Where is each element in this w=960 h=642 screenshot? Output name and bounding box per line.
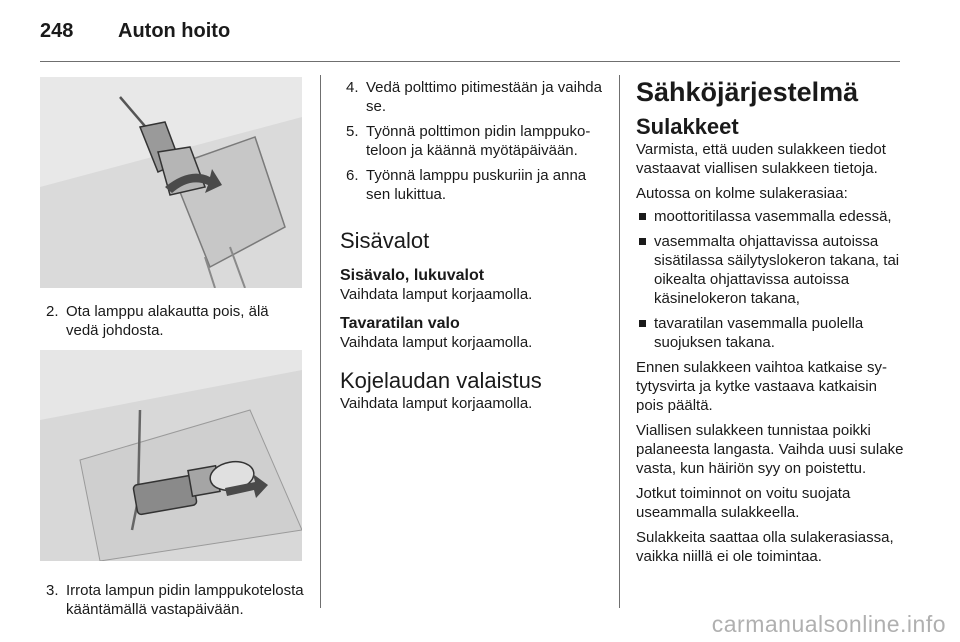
bulb-holder-rotation-illustration bbox=[40, 350, 302, 561]
license-lamp-removal-illustration bbox=[40, 77, 302, 288]
step-3-number: 3. bbox=[46, 582, 59, 599]
page-header bbox=[40, 18, 920, 58]
step-4 bbox=[340, 78, 608, 116]
paragraph-4: Viallisen sulakkeen tunnistaa poikki palaneesta langasta. Vaihda uusi sulake vasta, kun häiriön syy on poistettu. bbox=[636, 422, 904, 477]
column-divider-1 bbox=[320, 75, 321, 608]
step-5-number: 5. bbox=[346, 123, 359, 140]
step-2-text: Ota lamppu alakautta pois, älä vedä johdosta. bbox=[66, 303, 269, 339]
bullet-icon bbox=[639, 320, 646, 327]
column-2 bbox=[340, 78, 608, 413]
page-number: 248 bbox=[40, 20, 74, 42]
column-divider-2 bbox=[619, 75, 620, 608]
fusebox-list bbox=[636, 207, 904, 352]
list-item: vasemmalta ohjattavissa autoissa sisätilassa säilytyslokeron takana, tai oikealta ohjattavissa autoissa käsinelokeron takana, bbox=[636, 232, 904, 308]
header-divider bbox=[40, 61, 900, 62]
step-5 bbox=[340, 122, 608, 160]
watermark: carmanualsonline.info bbox=[711, 611, 946, 637]
list-item: moottoritilassa vasemmalla edessä, bbox=[636, 207, 904, 226]
step-4-text: Vedä polttimo pitimestään ja vaihda se. bbox=[366, 79, 602, 115]
bullet-icon bbox=[639, 213, 646, 220]
paragraph-1: Varmista, että uuden sulakkeen tiedot vastaavat viallisen sulakkeen tietoja. bbox=[636, 141, 886, 177]
step-3 bbox=[40, 581, 304, 619]
list-item: tavaratilan vasemmalla puolella suojuksen takana. bbox=[636, 314, 904, 352]
step-4-number: 4. bbox=[346, 79, 359, 96]
heading-sisavalot: Sisävalot bbox=[340, 228, 430, 253]
heading-sulakkeet: Sulakkeet bbox=[636, 114, 739, 139]
heading-sisavalo-lukuvalot: Sisävalo, lukuvalot bbox=[340, 267, 485, 284]
step-6-number: 6. bbox=[346, 167, 359, 184]
step-3-text: Irrota lampun pidin lamppukotelosta kääntämällä vastapäivään. bbox=[66, 582, 304, 618]
text-tavaratila: Vaihdata lamput korjaamolla. bbox=[340, 334, 533, 351]
paragraph-3: Ennen sulakkeen vaihtoa katkaise sytytysvirta ja kytke vastaava katkaisin pois päältä. bbox=[636, 359, 887, 414]
paragraph-5: Jotkut toiminnot on voitu suojata useammalla sulakkeella. bbox=[636, 485, 851, 521]
page-title: Auton hoito bbox=[118, 20, 231, 42]
heading-tavaratilan-valo: Tavaratilan valo bbox=[340, 315, 460, 332]
paragraph-6: Sulakkeita saattaa olla sulakerasiassa, vaikka niillä ei ole toimintaa. bbox=[636, 529, 894, 565]
step-2-number: 2. bbox=[46, 303, 59, 320]
step-2 bbox=[40, 302, 304, 340]
column-3 bbox=[636, 76, 904, 566]
text-kojelauta: Vaihdata lamput korjaamolla. bbox=[340, 395, 533, 412]
step-6-text: Työnnä lamppu puskuriin ja anna sen lukittua. bbox=[366, 167, 587, 203]
step-5-text: Työnnä polttimon pidin lamppukoteloon ja käännä myötäpäivään. bbox=[366, 123, 591, 159]
paragraph-2: Autossa on kolme sulakerasiaa: bbox=[636, 185, 848, 202]
column-1 bbox=[40, 77, 304, 619]
text-sisavalo: Vaihdata lamput korjaamolla. bbox=[340, 286, 533, 303]
step-6 bbox=[340, 166, 608, 204]
heading-sahkojarjestelma: Sähköjärjestelmä bbox=[636, 77, 859, 107]
heading-kojelaudan-valaistus: Kojelaudan valaistus bbox=[340, 368, 542, 393]
bullet-icon bbox=[639, 238, 646, 245]
